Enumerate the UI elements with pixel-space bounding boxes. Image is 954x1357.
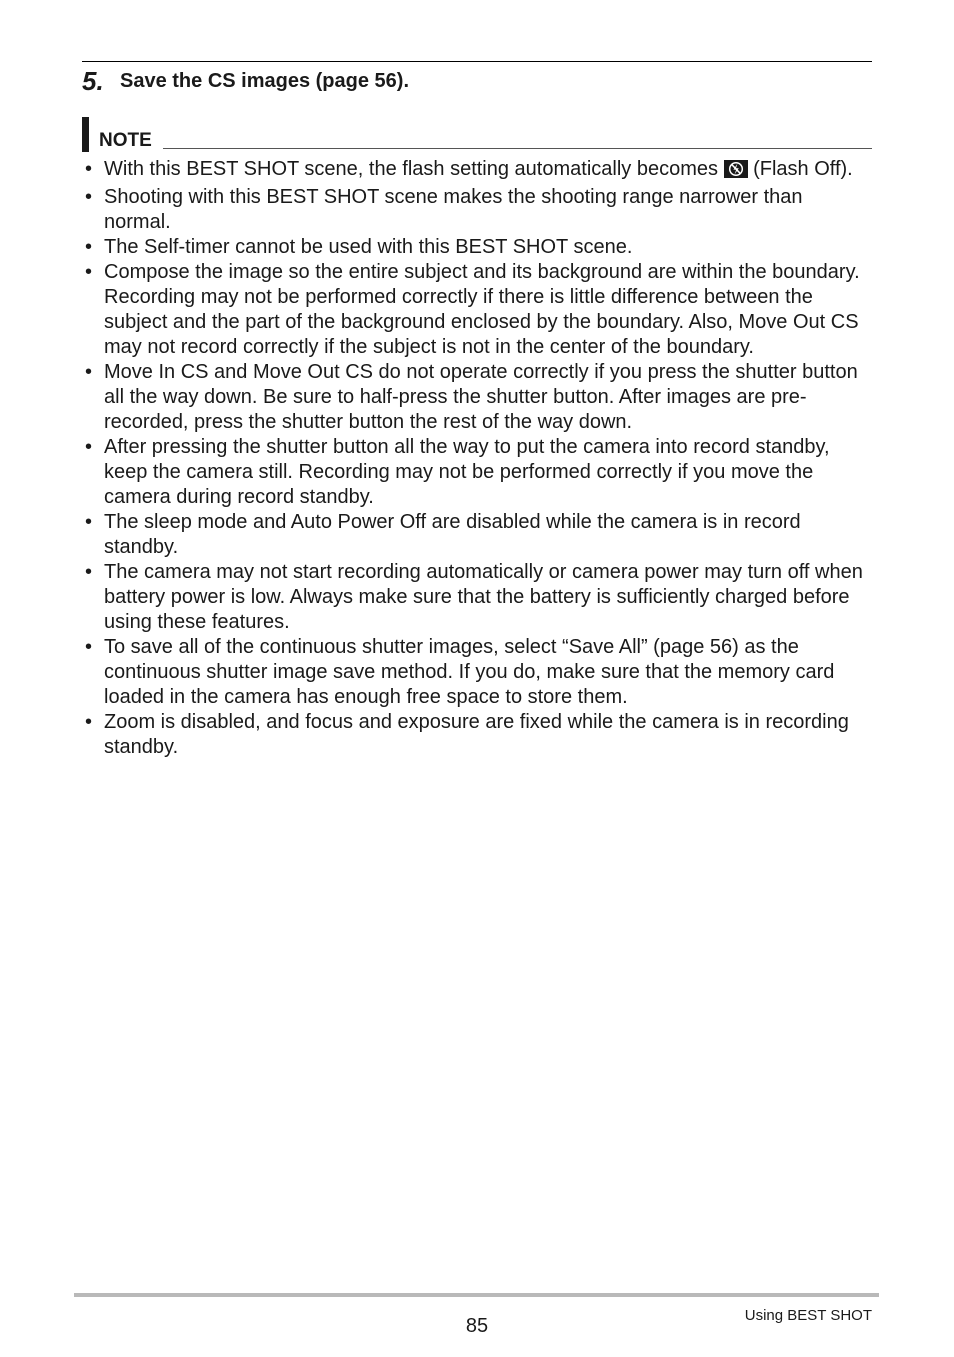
top-rule	[82, 61, 872, 62]
note-item-flash	[82, 157, 872, 185]
step-text: Save the CS images (page 56).	[120, 69, 410, 92]
note-item: • After pressing the shutter button all the way to put the camera into record standby, keep the camera still. Recording may not be performed correctly if you move the camera during record standby.	[82, 435, 872, 510]
page-number: 85	[465, 1315, 489, 1337]
note-marker-bar	[82, 117, 89, 152]
note-rule	[163, 148, 872, 149]
footer-section-name: Using BEST SHOT	[744, 1307, 872, 1324]
note-item: • Move In CS and Move Out CS do not operate correctly if you press the shutter button all the way down. Be sure to half-press the shutter button. After images are pre-recorded, press the shutter button the rest of the way down.	[82, 360, 872, 435]
note-item-text: With this BEST SHOT scene, the flash setting automatically becomes	[104, 158, 724, 180]
note-item-text: (Flash Off).	[747, 158, 853, 180]
note-item: • The sleep mode and Auto Power Off are disabled while the camera is in record standby.	[82, 510, 872, 560]
note-item: • Shooting with this BEST SHOT scene makes the shooting range narrower than normal.	[82, 185, 872, 235]
step-heading	[82, 64, 409, 98]
note-item: • The camera may not start recording automatically or camera power may turn off when battery power is low. Always make sure that the battery is sufficiently charged before using these features.	[82, 560, 872, 635]
note-item: • Compose the image so the entire subject and its background are within the boundary. Recording may not be performed correctly if there is little difference between the subject and the part of the background enclosed by the boundary. Also, Move Out CS may not record correctly if the subject is not in the center of the boundary.	[82, 260, 872, 360]
note-item: • Zoom is disabled, and focus and exposure are fixed while the camera is in recording standby.	[82, 710, 872, 760]
note-list	[82, 157, 872, 760]
footer-rule	[74, 1293, 879, 1297]
flash-off-icon	[724, 160, 748, 185]
note-label: NOTE	[99, 130, 152, 151]
step-number: 5.	[82, 65, 104, 96]
note-item: • To save all of the continuous shutter images, select “Save All” (page 56) as the continuous shutter image save method. If you do, make sure that the memory card loaded in the camera has enough free space to store them.	[82, 635, 872, 710]
note-item: • The Self-timer cannot be used with this BEST SHOT scene.	[82, 235, 872, 260]
